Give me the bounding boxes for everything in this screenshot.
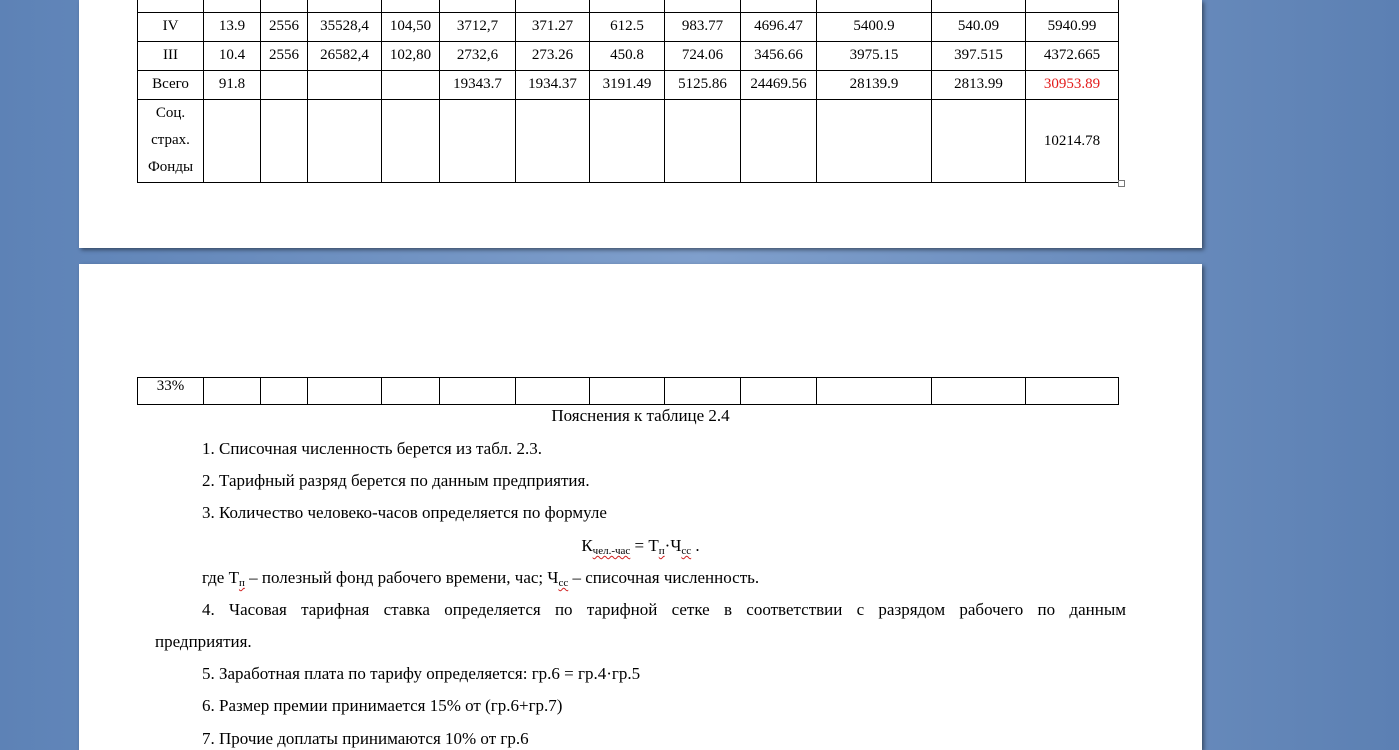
soc-label-line: Соц. (155, 105, 186, 121)
table-cell: 26582,4 (308, 42, 382, 71)
table-row-continued (138, 378, 1119, 405)
formula-subscript: сс (681, 545, 692, 557)
table-cell: 33% (138, 378, 204, 405)
salary-table-continued (137, 377, 1119, 405)
formula-symbol: = Т (630, 536, 659, 555)
table-resize-handle[interactable] (1118, 180, 1125, 187)
table-cell: 19343.7 (440, 71, 516, 100)
formula-symbol: . (691, 536, 700, 555)
table-cell: 35528,4 (308, 13, 382, 42)
table-cell: Всего (138, 71, 204, 100)
table-cell: 102,80 (382, 42, 440, 71)
formula-symbol: ·Ч (664, 536, 682, 555)
table-cell: 4696.47 (741, 13, 817, 42)
soc-label-cell (138, 100, 204, 183)
table-cell: 983.77 (665, 13, 741, 42)
text-run: – полезный фонд рабочего времени, час; Ч (244, 568, 559, 587)
table-cell: 13.9 (204, 13, 261, 42)
table-cell: 10.4 (204, 42, 261, 71)
table-cell: 2732,6 (440, 42, 516, 71)
table-row-total (138, 71, 1119, 100)
text-run: – списочная численность. (568, 568, 760, 587)
formula-subscript: п (238, 577, 245, 589)
table-cell: 4372.665 (1026, 42, 1119, 71)
table-cell: 2556 (261, 42, 308, 71)
list-item: 6. Размер премии принимается 15% от (гр.6+гр.7) (202, 696, 563, 715)
where-line (202, 568, 759, 589)
table-cell: 5400.9 (817, 13, 932, 42)
table-cell (308, 71, 382, 100)
table-cell: 91.8 (204, 71, 261, 100)
table-cell: 3456.66 (741, 42, 817, 71)
table-row-grade-iv (138, 13, 1119, 42)
table-cell: 3712,7 (440, 13, 516, 42)
table-cell: 612.5 (590, 13, 665, 42)
table-cell: 3975.15 (817, 42, 932, 71)
table-cell (382, 71, 440, 100)
table-cell: 5940.99 (1026, 13, 1119, 42)
table-cell: 724.06 (665, 42, 741, 71)
soc-total-cell: 10214.78 (1026, 100, 1119, 183)
table-row-stub (138, 0, 1119, 13)
table-caption: Пояснения к таблице 2.4 (551, 406, 730, 425)
table-cell: 28139.9 (817, 71, 932, 100)
list-item: 4. Часовая тарифная ставка определяется по тарифной сетке в соответствии с разрядом рабочего по данным (202, 600, 1126, 619)
formula-subscript: п (658, 545, 665, 557)
table-cell: IV (138, 13, 204, 42)
formula (79, 536, 1202, 557)
table-cell: 397.515 (932, 42, 1026, 71)
soc-label-line: Фонды (147, 159, 194, 175)
formula-subscript: чел.-час (592, 545, 631, 557)
table-cell: 540.09 (932, 13, 1026, 42)
table-cell: 2556 (261, 13, 308, 42)
list-item-continuation: предприятия. (155, 632, 252, 651)
table-cell: 371.27 (516, 13, 590, 42)
list-item: 5. Заработная плата по тарифу определяется: гр.6 = гр.4·гр.5 (202, 664, 641, 683)
table-cell: 24469.56 (741, 71, 817, 100)
document-page-2 (79, 264, 1202, 750)
list-item: 1. Списочная численность берется из табл. 2.3. (202, 439, 542, 458)
grand-total-cell: 30953.89 (1026, 71, 1119, 100)
table-cell: III (138, 42, 204, 71)
text-run: где Т (202, 568, 239, 587)
soc-label-line: страх. (151, 132, 190, 148)
formula-symbol: К (581, 536, 593, 555)
table-cell: 3191.49 (590, 71, 665, 100)
table-cell: 273.26 (516, 42, 590, 71)
table-cell: 104,50 (382, 13, 440, 42)
document-page-1 (79, 0, 1202, 248)
list-item: 3. Количество человеко-часов определяется по формуле (202, 503, 607, 522)
list-item: 7. Прочие доплаты принимаются 10% от гр.6 (202, 729, 529, 748)
list-item: 2. Тарифный разряд берется по данным предприятия. (202, 471, 590, 490)
table-row-social-insurance (138, 100, 1119, 183)
table-cell: 450.8 (590, 42, 665, 71)
table-cell: 2813.99 (932, 71, 1026, 100)
table-cell (261, 71, 308, 100)
formula-subscript: сс (558, 577, 569, 589)
table-row-grade-iii (138, 42, 1119, 71)
table-cell: 1934.37 (516, 71, 590, 100)
salary-table (137, 0, 1119, 183)
table-cell: 5125.86 (665, 71, 741, 100)
